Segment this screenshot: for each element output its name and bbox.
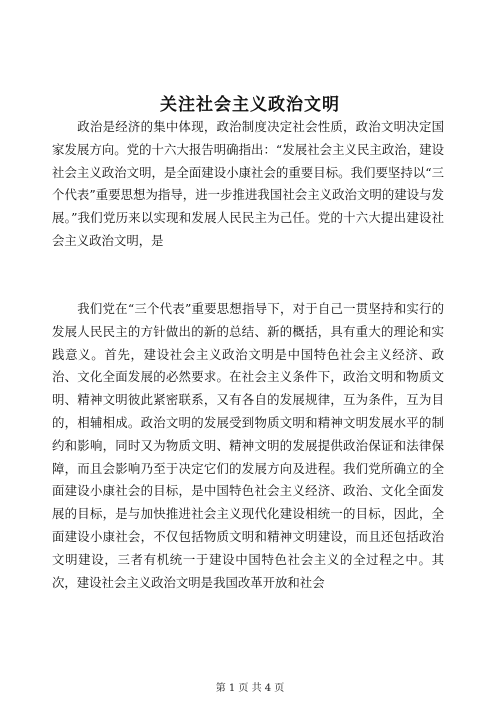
paragraph-text: 我们党在“三个代表”重要思想指导下，对于自己一贯坚持和实行的发展人民民主的方针做出的新的总结、新的概括，具有重大的理论和实践意义。首先，建设社会主义政治文明是中国特色社会主义经济、政治、文化全面发展的必然要求。在社会主义条件下，政治文明和物质文明、精神文明彼此紧密联系，又有各自的发展规律，互为条件，互为目的，相辅相成。政治文明的发展受到物质文明和精神文明发展水平的制约和影响，同时又为物质文明、精神文明的发展提供政治保证和法律保障，而且会影响乃至于决定它们的发展方向及进程。我们党所确立的全面建设小康社会的目标，是中国特色社会主义经济、政治、文化全面发展的目标，是与加快推进社会主义现代化建设相统一的目标，因此，全面建设小康社会，不仅包括物质文明和精神文明建设，而且还包括政治文明建设，三者有机统一于建设中国特色社会主义的全过程之中。其次，建设社会主义政治文明是我国改革开放和社会: [52, 301, 444, 590]
paragraph-2: [52, 298, 444, 594]
paragraph-text: 政治是经济的集中体现，政治制度决定社会性质，政治文明决定国家发展方向。党的十六大报告明确指出：“发展社会主义民主政治，建设社会主义政治文明，是全面建设小康社会的重要目标。我们要坚持以“三个代表”重要思想为指导，进一步推进我国社会主义政治文明的建设与发展。”我们党历来以实现和发展人民民主为己任。党的十六大提出建设社会主义政治文明，是: [52, 119, 444, 248]
page-footer: 第 1 页 共 4 页: [215, 683, 285, 694]
paragraph-1: [52, 116, 444, 253]
document-title: 关注社会主义政治文明: [160, 95, 340, 115]
